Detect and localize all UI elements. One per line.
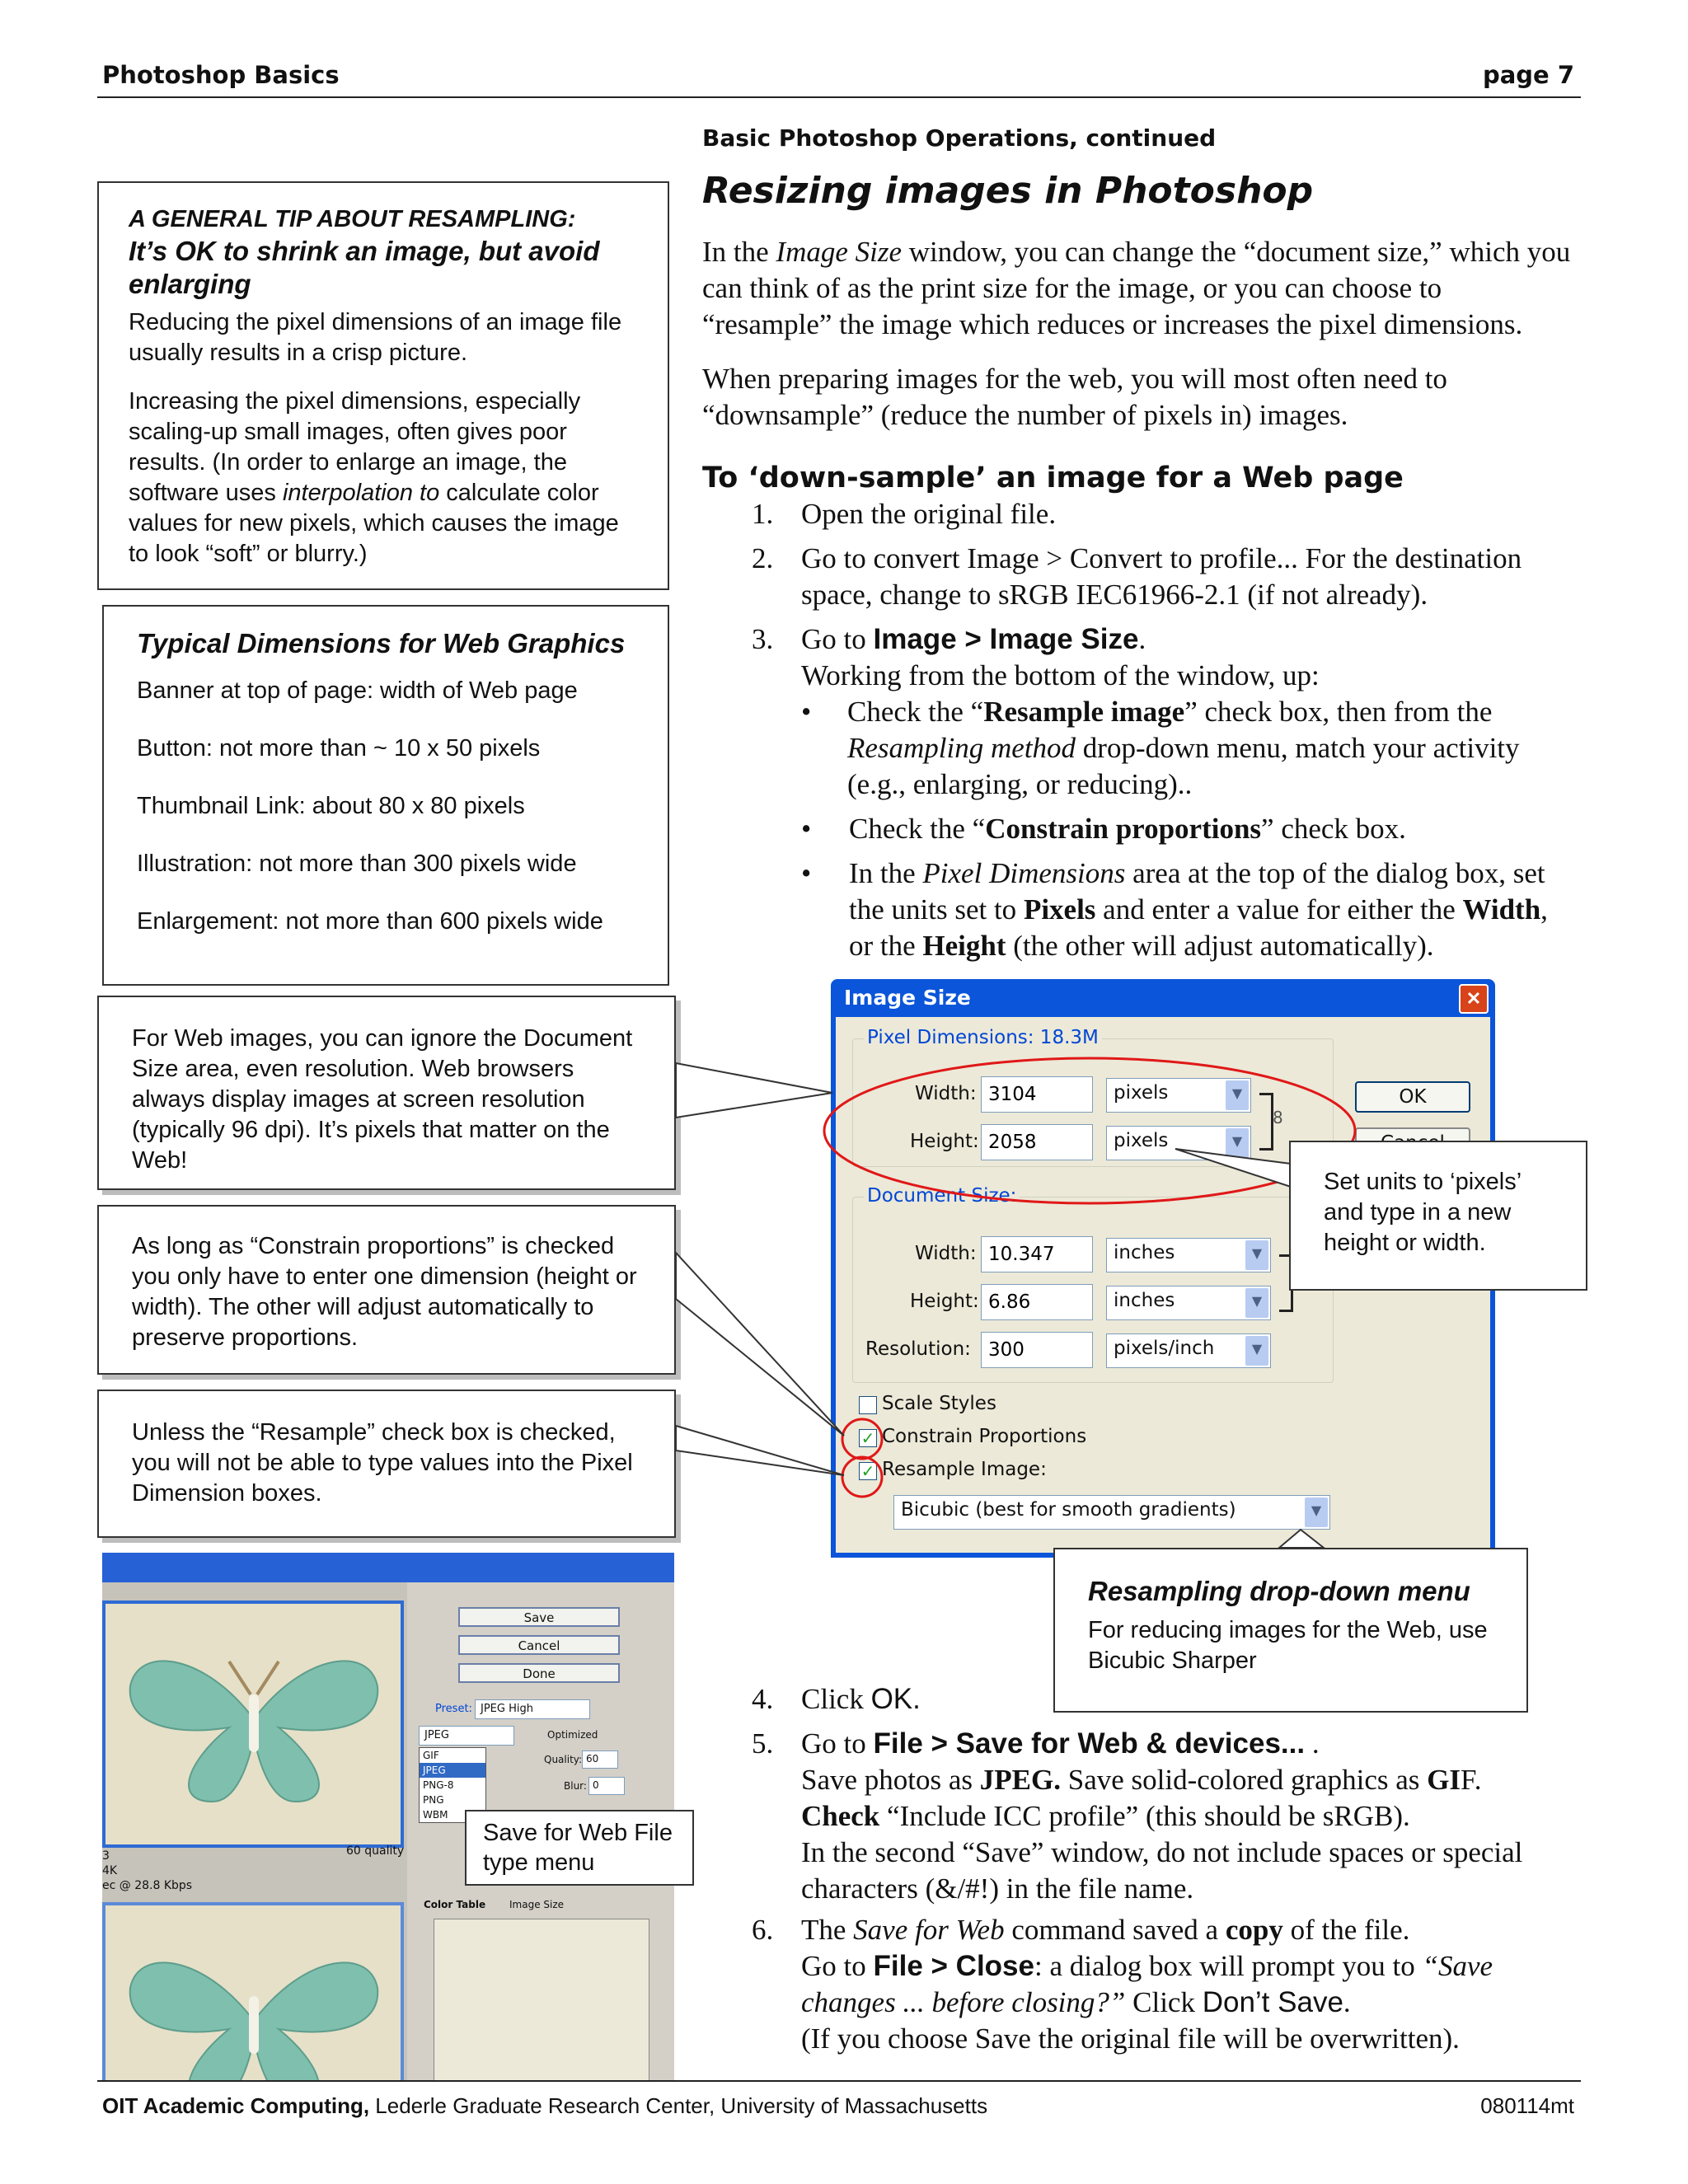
constrain-proportions-checkbox[interactable]: ✓ [859,1429,877,1447]
step-5: Go to File > Save for Web & devices... . Save photos as JPEG. Save solid-colored graphics as GIF. Check “Include ICC profile” (this should be sRGB). In the second “Save” window, do not include spaces or special characters (&/#!) in the file name. [801,1727,1523,1905]
height-label: Height: [910,1131,979,1152]
resample-callout: Unless the “Resample” check box is checked, you will not be able to type values into the Pixel Dimension boxes. [97,1390,676,1538]
chevron-down-icon: ▼ [1305,1497,1328,1527]
web-images-callout: For Web images, you can ignore the Document Size area, even resolution. Web browsers always display images at screen resolution (typically 96 dpi). It’s pixels that matter on the Web! [97,996,676,1190]
sfw-optimized-label: Optimized [547,1729,598,1741]
step-2: Go to convert Image > Convert to profile... For the destination space, change to sRGB IEC61966-2.1 (if not already). [801,542,1522,611]
footer-rule [97,2080,1581,2082]
bullet-3-dot: • [801,857,812,889]
close-icon[interactable]: ✕ [1459,984,1489,1014]
sfw-preset-label: Preset: [435,1703,472,1715]
sfw-quality-input[interactable]: 60 [582,1750,618,1769]
ok-button[interactable]: OK [1355,1081,1470,1113]
units-leader [1175,1149,1291,1187]
doc-width-unit-select[interactable]: inches ▼ [1106,1238,1271,1272]
sfw-tab-image-size[interactable]: Image Size [509,1899,565,1910]
resample-leader [676,1426,844,1475]
document-size-label: Document Size: [864,1185,1020,1207]
chevron-down-icon: ▼ [1226,1128,1249,1158]
step-2-number: 2. [752,542,774,574]
sfw-image-bottom [102,1902,404,2080]
sfw-tab-color-table[interactable]: Color Table [424,1899,486,1910]
resample-highlight [842,1457,882,1497]
pixel-dimensions-label: Pixel Dimensions: 18.3M [864,1027,1102,1048]
resolution-unit-select[interactable]: pixels/inch ▼ [1106,1333,1271,1368]
header-title: Photoshop Basics [102,61,340,89]
sfw-format-option[interactable]: WBM [423,1809,448,1821]
step-1: Open the original file. [801,498,1057,530]
dims-item: Banner at top of page: width of Web page [137,677,578,704]
tip-paragraph-2: Increasing the pixel dimensions, especially scaling-up small images, often gives poor results. (In order to enlarge an image, the software uses interpolation to calculate color values for new pixels, which causes the image to look “soft” or blurry.) [129,388,619,567]
sfw-caption-left-1: 3 [102,1849,110,1863]
height-unit-select[interactable]: pixels ▼ [1106,1126,1251,1160]
constrain-callout: As long as “Constrain proportions” is checked you only have to enter one dimension (height or width). The other will adjust automatically to preserve proportions. [97,1205,676,1375]
constrain-proportions-label: Constrain Proportions [882,1426,1087,1447]
footer-text: OIT Academic Computing, Lederle Graduate Research Center, University of Massachusetts [102,2093,988,2118]
dims-item: Button: not more than ~ 10 x 50 pixels [137,735,541,762]
resampling-callout-body: For reducing images for the Web, use Bicubic Sharper [1088,1617,1488,1674]
moth-image [106,1604,401,1844]
page-number: page 7 [1482,61,1574,89]
doc-height-label: Height: [910,1291,979,1312]
sfw-caption-left-3: ec @ 28.8 Kbps [102,1879,193,1892]
sfw-quality-caption: 60 quality [346,1844,405,1858]
resampling-method-select[interactable]: Bicubic (best for smooth gradients) ▼ [893,1495,1330,1530]
sfw-preset-select[interactable]: JPEG High [475,1699,590,1719]
main-heading: Resizing images in Photoshop [702,170,1314,212]
dims-title: Typical Dimensions for Web Graphics [137,628,626,658]
width-unit-select[interactable]: pixels ▼ [1106,1078,1251,1113]
dims-item: Enlargement: not more than 600 pixels wide [137,908,603,935]
resampling-callout-title: Resampling drop-down menu [1088,1576,1470,1606]
width-label: Width: [915,1083,977,1104]
sfw-done-button[interactable]: Done [458,1663,620,1683]
chevron-down-icon: ▼ [1245,1336,1268,1366]
sfw-blur-input[interactable]: 0 [588,1777,625,1795]
subheading: To ‘down-sample’ an image for a Web page [702,462,1404,494]
section-label: Basic Photoshop Operations, continued [702,124,1217,152]
intro-paragraph-1: In the Image Size window, you can change the “document size,” which you can think of as the print size for the image, or you can choose to “resample” the image which reduces or increases the pixel dimensions. [702,236,1571,340]
sfw-caption-left-2: 4K [102,1864,118,1877]
sfw-save-button[interactable]: Save [458,1607,620,1627]
bullet-resample: Check the “Resample image” check box, then from the Resampling method drop-down menu, match your activity (e.g., enlarging, or reducing).. [847,696,1520,800]
step-1-number: 1. [752,498,774,530]
chain-link-icon: 8 [1273,1108,1283,1127]
dims-item: Illustration: not more than 300 pixels wide [137,851,577,877]
sfw-color-table-area [434,1919,649,2080]
resample-image-checkbox[interactable]: ✓ [859,1462,877,1480]
chevron-down-icon: ▼ [1226,1080,1249,1110]
dims-item: Thumbnail Link: about 80 x 80 pixels [137,793,525,819]
sfw-titlebar [102,1553,674,1582]
bullet-constrain: Check the “Constrain proportions” check box. [849,813,1406,845]
moth-image [106,1905,401,2080]
save-for-web-callout: Save for Web File type menu [465,1810,694,1886]
doc-height-unit-select[interactable]: inches ▼ [1106,1286,1271,1320]
resolution-label: Resolution: [865,1338,971,1360]
step-4: Click OK. [801,1683,921,1715]
web-images-leader [676,1063,832,1118]
resampling-callout [1053,1548,1528,1713]
sfw-format-option[interactable]: JPEG [420,1763,485,1778]
bullet-2-dot: • [801,813,812,845]
tip-title: It’s OK to shrink an image, but avoid enlarging [129,236,600,299]
dialog-title: Image Size [844,986,971,1010]
resampling-leader [1279,1530,1324,1548]
bullet-pixel-dims: In the Pixel Dimensions area at the top of the dialog box, set the units set to Pixels and enter a value for either the Width, or the Height (the other will adjust automatically). [849,857,1548,962]
sfw-format-option[interactable]: GIF [423,1750,439,1761]
step-6-number: 6. [752,1914,774,1946]
footer-code: 080114mt [1480,2093,1574,2118]
sfw-format-option[interactable]: PNG-8 [423,1779,454,1791]
intro-paragraph-2: When preparing images for the web, you will most often need to “downsample” (reduce the number of pixels in) images. [702,363,1447,431]
step-4-number: 4. [752,1683,774,1715]
step-3-number: 3. [752,623,774,655]
sfw-format-select[interactable]: JPEG [419,1726,514,1746]
step-3: Go to Image > Image Size. Working from the bottom of the window, up: [801,623,1320,691]
units-callout: Set units to ‘pixels’ and type in a new height or width. [1289,1141,1587,1291]
bullet-1-dot: • [801,696,812,728]
resample-image-label: Resample Image: [882,1459,1047,1480]
scale-styles-label: Scale Styles [882,1393,996,1414]
step-6: The Save for Web command saved a copy of the file. Go to File > Close: a dialog box will prompt you to “Save changes ... before closing?” Click Don’t Save. (If you choose Save the original file will be overwritten). [801,1914,1493,2055]
constrain-leader [676,1253,844,1436]
chevron-down-icon: ▼ [1245,1240,1268,1270]
chevron-down-icon: ▼ [1245,1288,1268,1318]
doc-width-label: Width: [915,1243,977,1264]
sfw-image-top [102,1601,404,1848]
sfw-cancel-button[interactable]: Cancel [458,1635,620,1655]
sfw-quality-label: Quality: [544,1754,583,1765]
step-5-number: 5. [752,1727,774,1760]
tip-paragraph-1: Reducing the pixel dimensions of an image file usually results in a crisp picture. [129,309,622,366]
sfw-format-option[interactable]: PNG [423,1794,444,1806]
constrain-highlight [842,1419,882,1459]
sfw-blur-label: Blur: [564,1780,587,1792]
tip-kicker: A GENERAL TIP ABOUT RESAMPLING: [129,206,576,232]
